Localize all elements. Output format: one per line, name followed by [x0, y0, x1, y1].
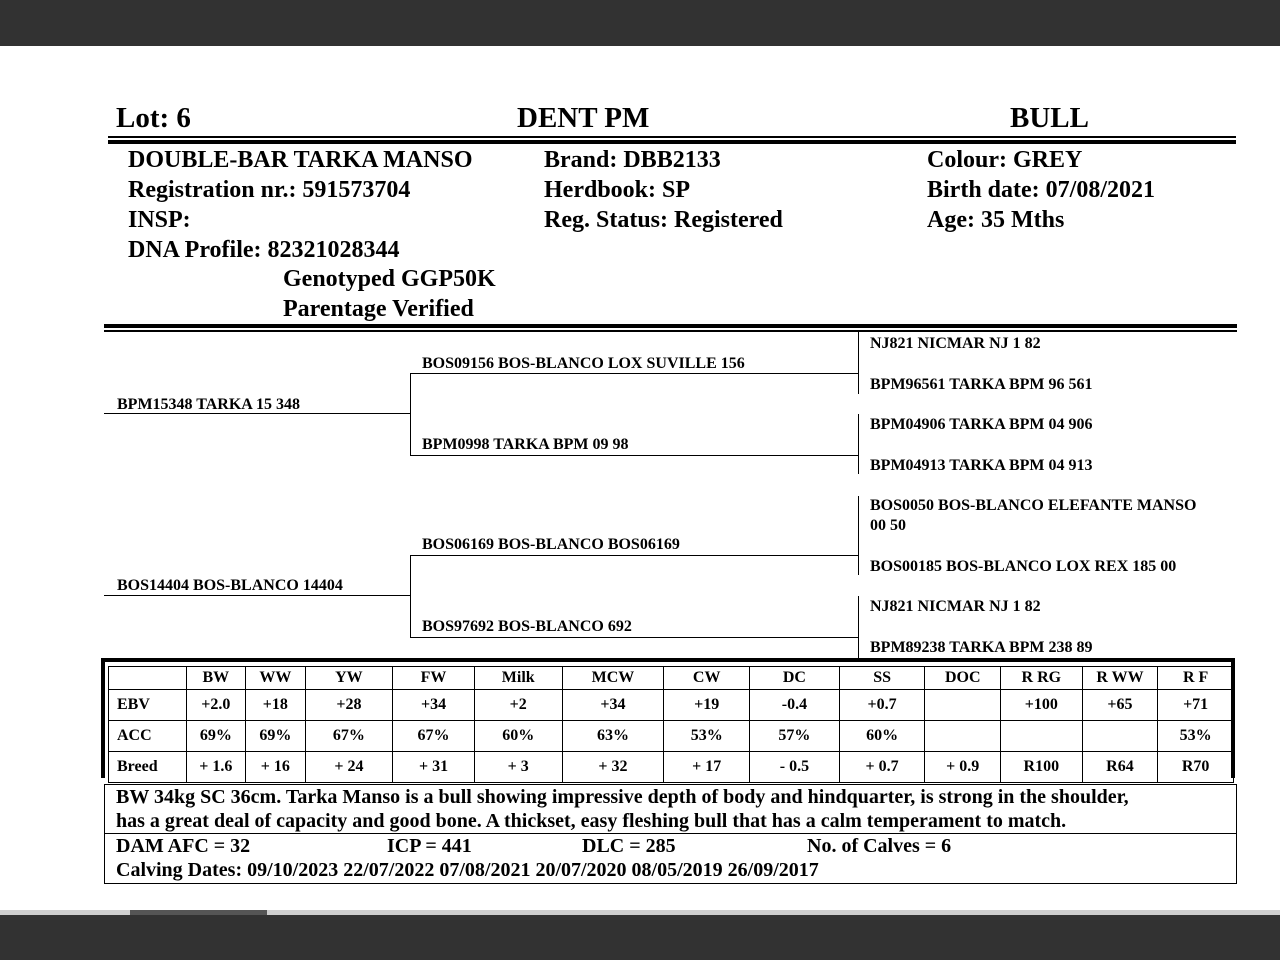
- pedigree-line: [858, 596, 859, 658]
- ebv-table: [108, 666, 1234, 783]
- header-rule-thick: [108, 140, 1236, 144]
- ebv-header-cell: YW: [305, 667, 393, 690]
- ebv-cell: 69%: [186, 721, 245, 752]
- ebv-cell: [1001, 721, 1083, 752]
- pedigree-gg5: BOS0050 BOS-BLANCO ELEFANTE MANSO: [870, 497, 1197, 514]
- ebv-header-cell: WW: [246, 667, 305, 690]
- ebv-header-cell: CW: [664, 667, 750, 690]
- comments-divider: [104, 833, 1237, 834]
- ebv-row: [109, 721, 1234, 752]
- insp-label: INSP:: [128, 207, 191, 233]
- pedigree-line: [858, 332, 859, 394]
- comment-line-1: BW 34kg SC 36cm. Tarka Manso is a bull showing impressive depth of body and hindquarter, is strong in the shoulder,: [116, 786, 1129, 808]
- info-rule-thick: [104, 324, 1237, 328]
- ebv-header-cell: BW: [186, 667, 245, 690]
- ebv-cell: + 0.9: [925, 752, 1001, 783]
- ebv-row: [109, 752, 1234, 783]
- ebv-cell: +0.7: [839, 690, 925, 721]
- ebv-row: [109, 690, 1234, 721]
- ebv-cell: +18: [246, 690, 305, 721]
- pedigree-gg4: BPM04913 TARKA BPM 04 913: [870, 457, 1093, 474]
- ebv-cell: +65: [1082, 690, 1158, 721]
- ebv-cell: 57%: [750, 721, 840, 752]
- animal-category: BULL: [1010, 102, 1089, 134]
- ebv-cell: + 1.6: [186, 752, 245, 783]
- pedigree-line: [410, 373, 411, 456]
- comment-line-2: has a great deal of capacity and good bone. A thickset, easy fleshing bull that has a calm temperament to match.: [116, 810, 1067, 832]
- breeder-name: DENT PM: [517, 102, 650, 134]
- ebv-cell: +28: [305, 690, 393, 721]
- birth-date: Birth date: 07/08/2021: [927, 177, 1155, 203]
- pedigree-line: [410, 555, 858, 556]
- ebv-cell: R100: [1001, 752, 1083, 783]
- ebv-header-cell: SS: [839, 667, 925, 690]
- pedigree-line: [410, 637, 858, 638]
- pedigree-sire-dam: BPM0998 TARKA BPM 09 98: [422, 436, 629, 453]
- colour: Colour: GREY: [927, 147, 1083, 173]
- pedigree-dam-sire: BOS06169 BOS-BLANCO BOS06169: [422, 536, 680, 553]
- pedigree-dam: BOS14404 BOS-BLANCO 14404: [117, 577, 343, 594]
- ebv-header-cell: R WW: [1082, 667, 1158, 690]
- dam-icp: ICP = 441: [387, 835, 472, 857]
- ebv-cell: +34: [393, 690, 475, 721]
- pedigree-line: [104, 595, 410, 596]
- dam-calves: No. of Calves = 6: [807, 835, 952, 857]
- ebv-cell: +34: [562, 690, 664, 721]
- ebv-cell: +2.0: [186, 690, 245, 721]
- ebv-header-row: [109, 667, 1234, 690]
- pedigree-sire-sire: BOS09156 BOS-BLANCO LOX SUVILLE 156: [422, 355, 745, 372]
- pedigree-line: [410, 455, 858, 456]
- ebv-cell: 53%: [1158, 721, 1234, 752]
- ebv-header-cell: FW: [393, 667, 475, 690]
- dam-dlc: DLC = 285: [582, 835, 676, 857]
- ebv-header-cell: [109, 667, 187, 690]
- ebv-cell: 53%: [664, 721, 750, 752]
- dam-afc: DAM AFC = 32: [116, 835, 251, 857]
- pedigree-gg8: BPM89238 TARKA BPM 238 89: [870, 639, 1093, 656]
- registration-number: Registration nr.: 591573704: [128, 177, 411, 203]
- pedigree-line: [410, 555, 411, 637]
- pedigree-line: [858, 496, 859, 575]
- ebv-cell: +100: [1001, 690, 1083, 721]
- ebv-cell: +71: [1158, 690, 1234, 721]
- ebv-cell: 60%: [474, 721, 562, 752]
- pedigree-dam-dam: BOS97692 BOS-BLANCO 692: [422, 618, 632, 635]
- ebv-cell: [1082, 721, 1158, 752]
- ebv-cell: 63%: [562, 721, 664, 752]
- ebv-header-cell: Milk: [474, 667, 562, 690]
- ebv-cell: + 17: [664, 752, 750, 783]
- herdbook: Herdbook: SP: [544, 177, 691, 203]
- calving-dates: Calving Dates: 09/10/2023 22/07/2022 07/08/2021 20/07/2020 08/05/2019 26/09/2017: [116, 859, 819, 881]
- genotyped: Genotyped GGP50K: [283, 266, 496, 292]
- pedigree-gg7: NJ821 NICMAR NJ 1 82: [870, 598, 1041, 615]
- pedigree-gg1: NJ821 NICMAR NJ 1 82: [870, 335, 1041, 352]
- pedigree-line: [104, 413, 410, 414]
- ebv-row-label: ACC: [109, 721, 187, 752]
- brand: Brand: DBB2133: [544, 147, 721, 173]
- ebv-header-cell: MCW: [562, 667, 664, 690]
- ebv-cell: 60%: [839, 721, 925, 752]
- ebv-row-label: EBV: [109, 690, 187, 721]
- ebv-cell: + 31: [393, 752, 475, 783]
- ebv-cell: + 24: [305, 752, 393, 783]
- pedigree-gg2: BPM96561 TARKA BPM 96 561: [870, 376, 1093, 393]
- animal-name: DOUBLE-BAR TARKA MANSO: [128, 147, 473, 173]
- ebv-header-cell: DC: [750, 667, 840, 690]
- dna-profile: DNA Profile: 82321028344: [128, 237, 400, 263]
- parentage-verified: Parentage Verified: [283, 296, 474, 322]
- ebv-cell: R64: [1082, 752, 1158, 783]
- reg-status: Reg. Status: Registered: [544, 207, 783, 233]
- ebv-cell: +2: [474, 690, 562, 721]
- ebv-cell: +19: [664, 690, 750, 721]
- ebv-cell: R70: [1158, 752, 1234, 783]
- lot-number: Lot: 6: [116, 102, 191, 134]
- ebv-cell: + 16: [246, 752, 305, 783]
- ebv-cell: [925, 690, 1001, 721]
- info-rule: [104, 330, 1237, 332]
- pedigree-gg3: BPM04906 TARKA BPM 04 906: [870, 416, 1093, 433]
- pedigree-sire: BPM15348 TARKA 15 348: [117, 396, 300, 413]
- ebv-cell: -0.4: [750, 690, 840, 721]
- ebv-header-cell: DOC: [925, 667, 1001, 690]
- ebv-cell: + 3: [474, 752, 562, 783]
- ebv-cell: 67%: [393, 721, 475, 752]
- viewer-toolbar: [0, 0, 1280, 46]
- pedigree-gg5-cont: 00 50: [870, 517, 906, 534]
- ebv-header-cell: R F: [1158, 667, 1234, 690]
- pedigree-line: [858, 414, 859, 474]
- header-rule: [108, 136, 1236, 138]
- ebv-header-cell: R RG: [1001, 667, 1083, 690]
- ebv-cell: + 0.7: [839, 752, 925, 783]
- ebv-cell: + 32: [562, 752, 664, 783]
- ebv-cell: 67%: [305, 721, 393, 752]
- ebv-cell: - 0.5: [750, 752, 840, 783]
- age: Age: 35 Mths: [927, 207, 1065, 233]
- ebv-cell: [925, 721, 1001, 752]
- ebv-cell: 69%: [246, 721, 305, 752]
- pedigree-line: [410, 373, 858, 374]
- pedigree-gg6: BOS00185 BOS-BLANCO LOX REX 185 00: [870, 558, 1177, 575]
- ebv-row-label: Breed: [109, 752, 187, 783]
- viewer-bottom-bar: [0, 915, 1280, 960]
